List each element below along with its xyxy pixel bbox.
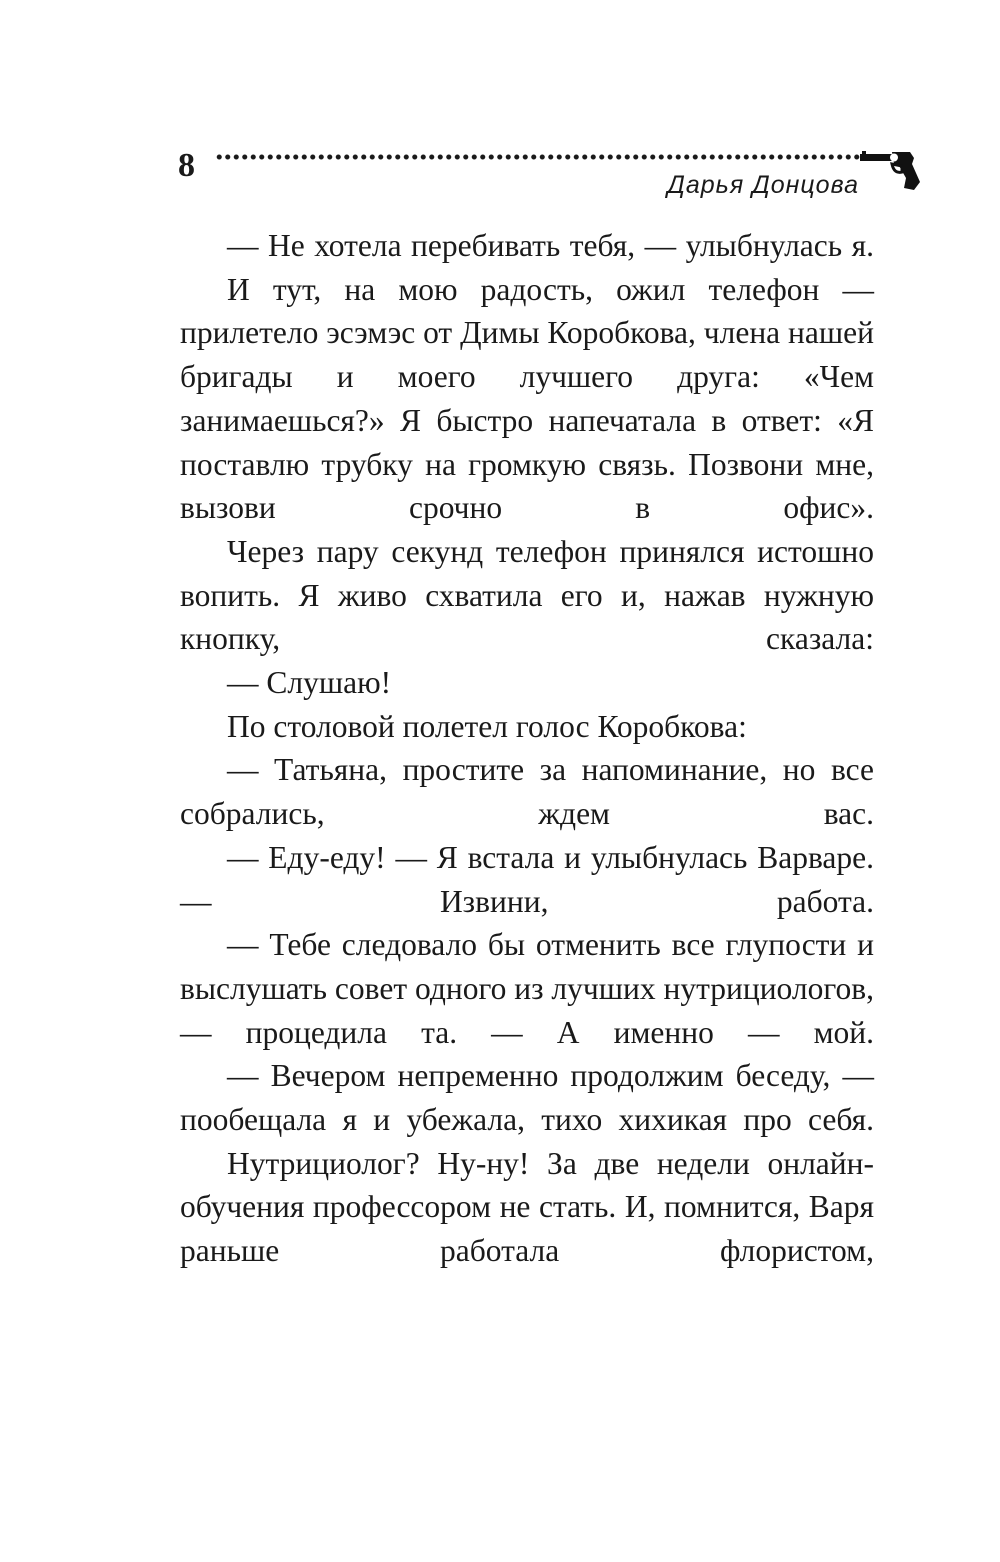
- paragraph: — Еду-еду! — Я встала и улыбнулась Варваре. — Извини, работа.: [180, 839, 874, 919]
- paragraph: — Татьяна, простите за напоминание, но все собрались, ждем вас.: [180, 752, 874, 832]
- paragraph: — Слушаю!: [227, 665, 392, 701]
- paragraph: По столовой полетел голос Коробкова:: [227, 708, 747, 744]
- paragraph: Через пару секунд телефон принялся истошно вопить. Я живо схватила его и, нажав нужную кнопку, сказала:: [180, 533, 874, 657]
- paragraph: — Вечером непременно продолжим беседу, — пообещала я и убежала, тихо хихикая про себя.: [180, 1058, 874, 1138]
- paragraph: И тут, на мою радость, ожил телефон — прилетело эсэмэс от Димы Коробкова, члена нашей бригады и моего лучшего друга: «Чем занимаешься?» Я быстро напечатала в ответ: «Я поставлю трубку на громкую связь. Позвони мне, вызови срочно в офис».: [180, 271, 874, 526]
- page-number: 8: [178, 147, 195, 184]
- author-name: Дарья Донцова: [667, 171, 859, 199]
- paragraph: Нутрициолог? Ну-ну! За две недели онлайн-обучения профессором не стать. И, помнится, Варя раньше работала флористом,: [180, 1145, 874, 1269]
- paragraph: — Не хотела перебивать тебя, — улыбнулась я.: [227, 228, 874, 263]
- revolver-icon: [858, 148, 922, 192]
- header-dotted-rule: [215, 154, 867, 160]
- body-text: [180, 224, 874, 1273]
- paragraph: — Тебе следовало бы отменить все глупости и выслушать совет одного из лучших нутрициологов, — процедила та. — А именно — мой.: [180, 927, 874, 1050]
